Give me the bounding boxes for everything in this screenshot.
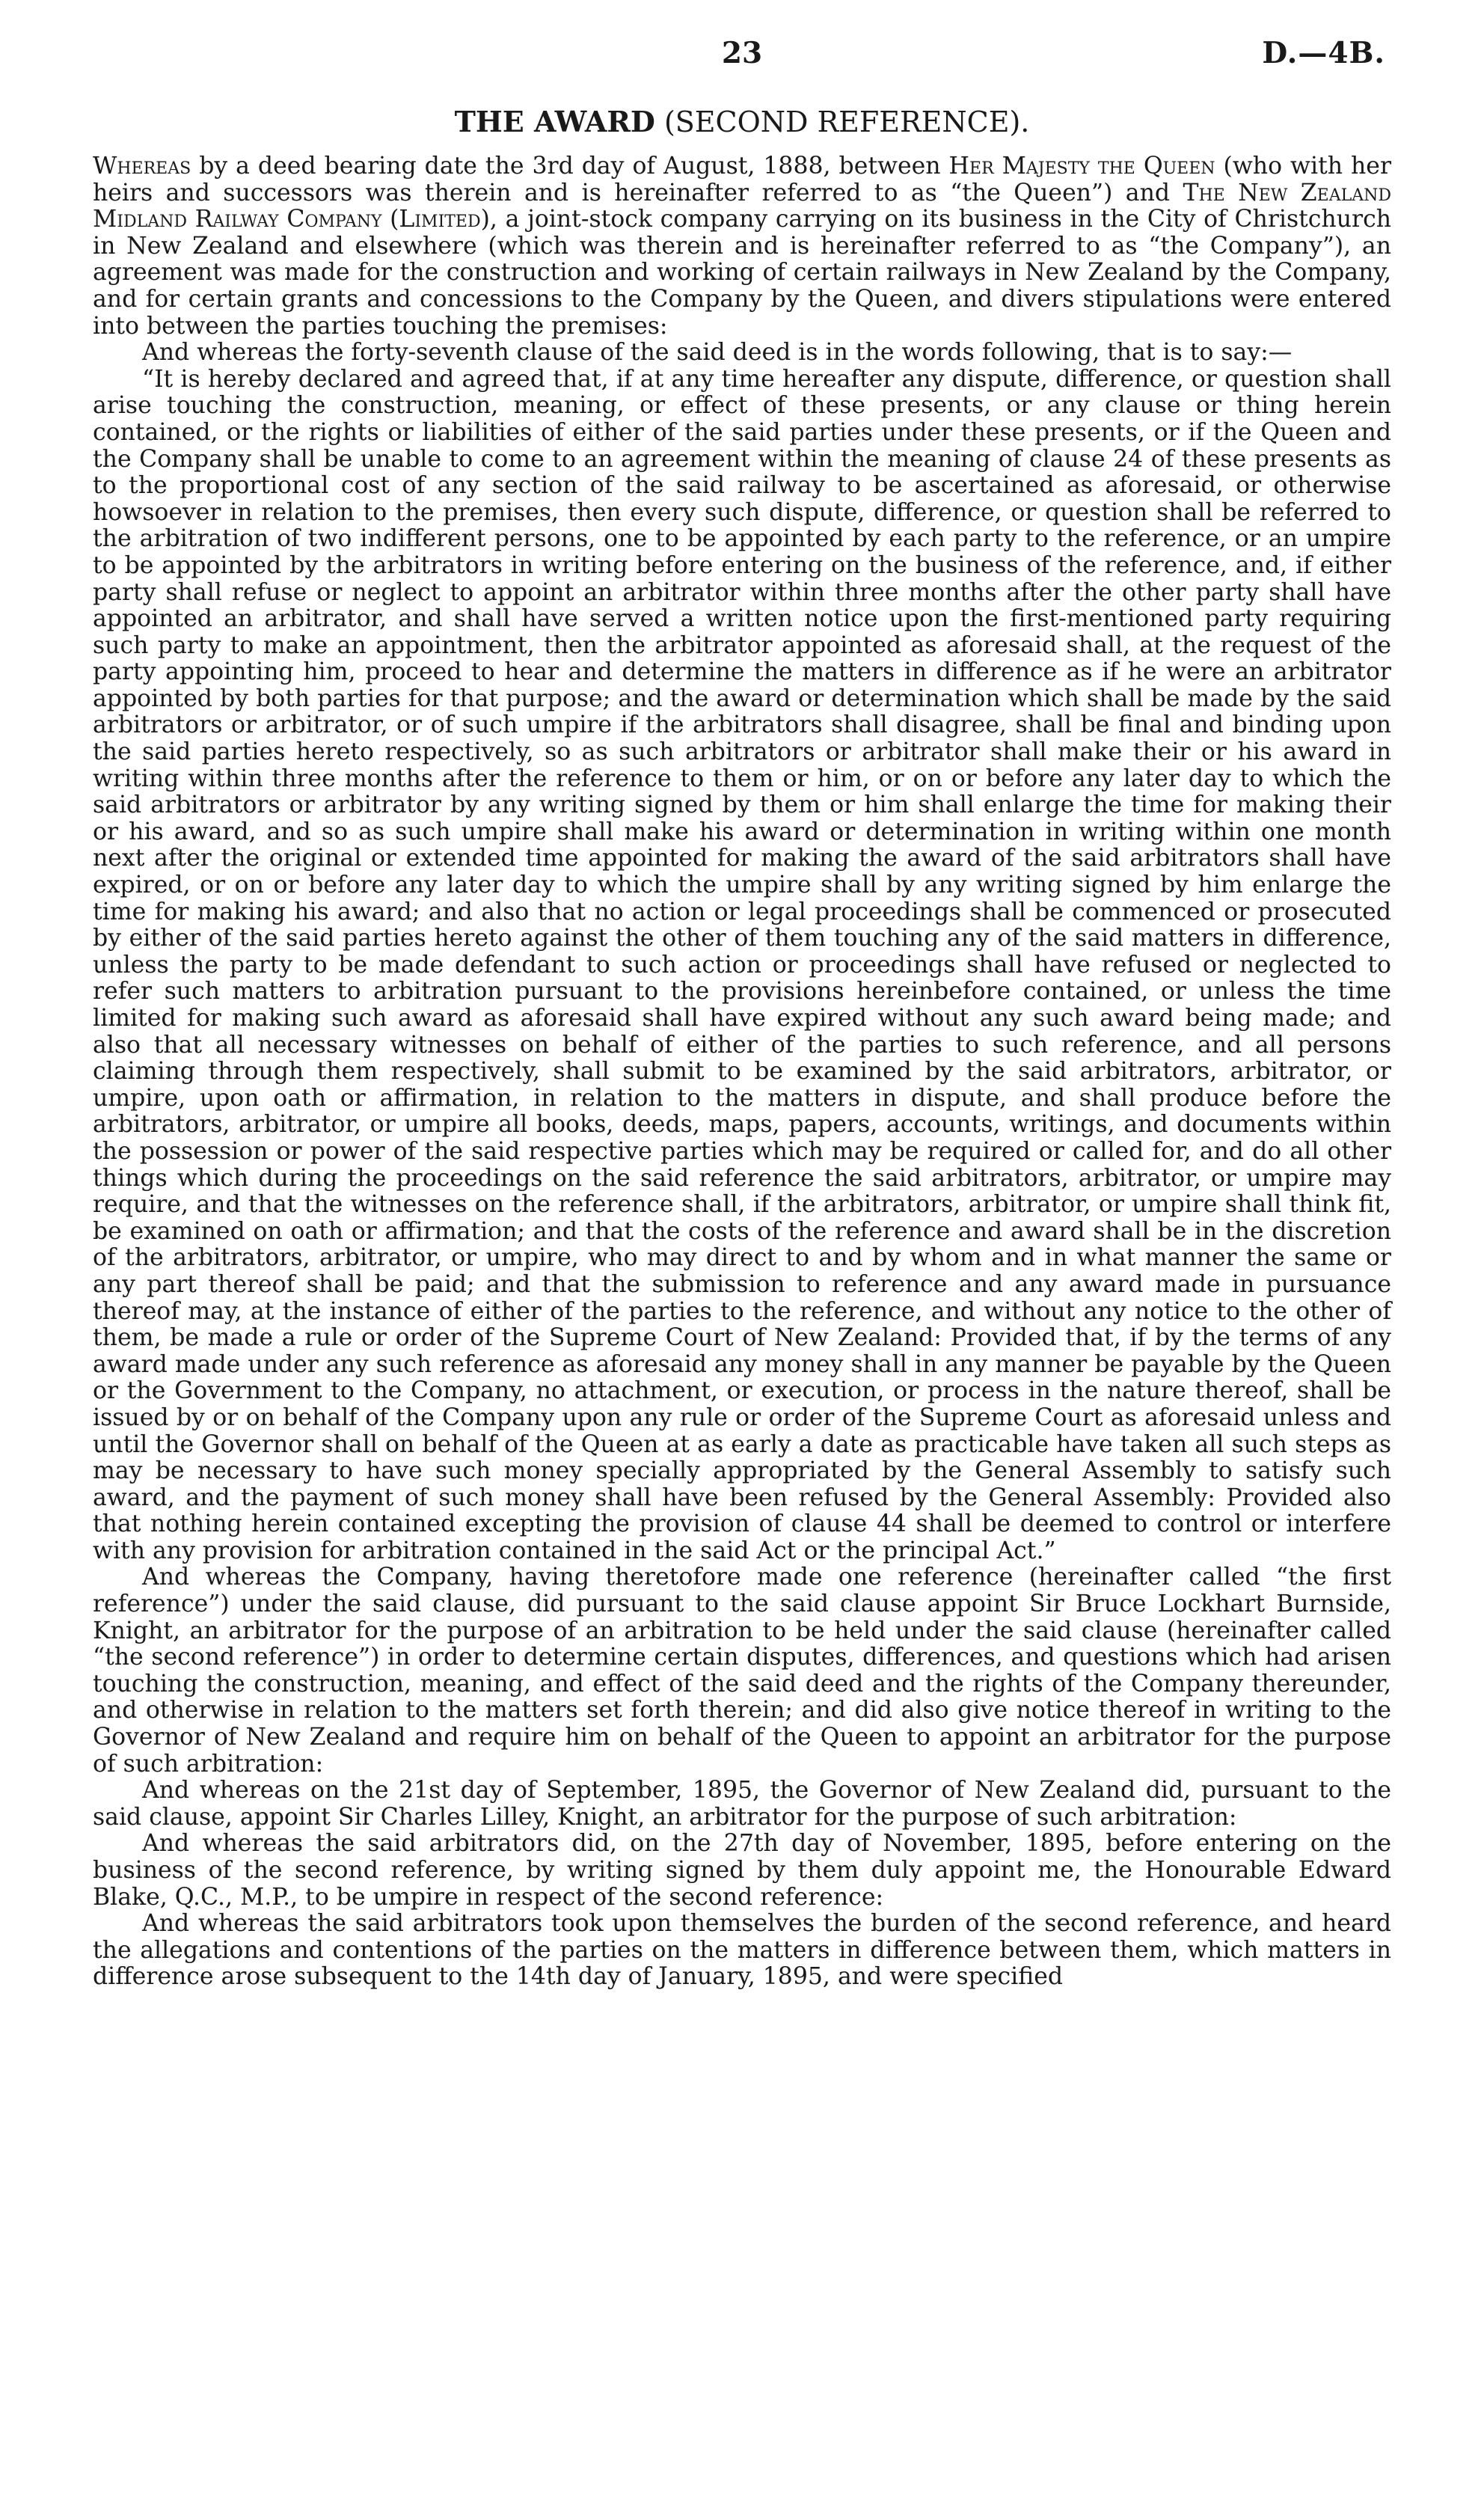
paragraph-first-reference: And whereas the Company, having theretofore made one reference (hereinafter called “the first reference”) under the said clause, did pursuant to the said clause appoint Sir Bruce Lockhart Burnside, Knight, an arbitrator for the purpose of an arbitration to be held under the said clause (hereinafter called “the second reference”) in order to determine certain disputes, differences, and questions which had arisen touching the construction, meaning, and effect of the said deed and the rights of the Company thereunder, and otherwise in relation to the matters set forth therein; and did also give notice thereof in writing to the Governor of New Zealand and require him on behalf of the Queen to appoint an arbitrator for the purpose of such arbitration: [93,1564,1391,1778]
paragraph-clause-quote: “It is hereby declared and agreed that, if at any time hereafter any dispute, difference, or question shall arise touching the construction, meaning, or effect of these presents, or any clause or thing herein contained, or the rights or liabilities of either of the said parties under these presents, or if the Queen and the Company shall be unable to come to an agreement within the meaning of clause 24 of these presents as to the proportional cost of any section of the said railway to be ascertained as aforesaid, or otherwise howsoever in relation to the premises, then every such dispute, difference, or question shall be referred to the arbitration of two indifferent persons, one to be appointed by each party to the reference, or an umpire to be appointed by the arbitrators in writing before entering on the business of the reference, and, if either party shall refuse or neglect to appoint an arbitrator within three months after the other party shall have appointed an arbitrator, and shall have served a written notice upon the first-mentioned party requiring such party to make an appointment, then the arbitrator appointed as aforesaid shall, at the request of the party appointing him, proceed to hear and determine the matters in difference as if he were an arbitrator appointed by both parties for that purpose; and the award or determination which shall be made by the said arbitrators or arbitrator, or of such umpire if the arbitrators shall disagree, shall be final and binding upon the said parties hereto respectively, so as such arbitrators or arbitrator shall make their or his award in writing within three months after the reference to them or him, or on or before any later day to which the said arbitrators or arbitrator by any writing signed by them or him shall enlarge the time for making their or his award, and so as such umpire shall make his award or determination in writing within one month next after the original or extended time appointed for making the award of the said arbitrators shall have expired, or on or before any later day to which the umpire shall by any writing signed by him enlarge the time for making his award; and also that no action or legal proceedings shall be commenced or prosecuted by either of the said parties hereto against the other of them touching any of the said matters in difference, unless the party to be made defendant to such action or proceedings shall have refused or neglected to refer such matters to arbitration pursuant to the provisions hereinbefore contained, or unless the time limited for making such award as aforesaid shall have expired without any such award being made; and also that all necessary witnesses on behalf of either of the parties to such reference, and all persons claiming through them respectively, shall submit to be examined by the said arbitrators, arbitrator, or umpire, upon oath or affirmation, in relation to the matters in dispute, and shall produce before the arbitrators, arbitrator, or umpire all books, deeds, maps, papers, accounts, writings, and documents within the possession or power of the said respective parties which may be required or called for, and do all other things which during the proceedings on the said reference the said arbitrators, arbitrator, or umpire may require, and that the witnesses on the reference shall, if the arbitrators, arbitrator, or umpire shall think fit, be examined on oath or affirmation; and that the costs of the reference and award shall be in the discretion of the arbitrators, arbitrator, or umpire, who may direct to and by whom and in what manner the same or any part thereof shall be paid; and that the submission to reference and any award made in pursuance thereof may, at the instance of either of the parties to the reference, and without any notice to the other of them, be made a rule or order of the Supreme Court of New Zealand: Provided that, if by the terms of any award made under any such reference as aforesaid any money shall in any manner be payable by the Queen or the Government to the Company, no attachment, or execution, or process in the nature thereof, shall be issued by or on behalf of the Company upon any rule or order of the Supreme Court as aforesaid unless and until the Governor shall on behalf of the Queen at as early a date as practicable have taken all such steps as may be necessary to have such money specially appropriated by the General Assembly to satisfy such award, and the payment of such money shall have been refused by the General Assembly: Provided also that nothing herein contained excepting the provision of clause 44 shall be deemed to control or interfere with any provision for arbitration contained in the said Act or the principal Act.” [93,365,1391,1564]
title-subtitle: (SECOND REFERENCE). [663,105,1030,138]
paragraph-arbitrators-hearing: And whereas the said arbitrators took upon themselves the burden of the second reference, and heard the allegations and contentions of the parties on the matters in difference between them, which matters in difference arose subsequent to the 14th day of January, 1895, and were specified [93,1910,1391,1991]
p1-text-b: (who with her heirs and successors was therein and is hereinafter referred to as “the Queen”) and [93,153,1392,206]
paragraph-umpire-appointment: And whereas the said arbitrators did, on the 27th day of November, 1895, before entering on the business of the second reference, by writing signed by them duly appoint me, the Honourable Edward Blake, Q.C., M.P., to be umpire in respect of the second reference: [93,1830,1391,1911]
title-main: THE AWARD [454,105,655,138]
queen-smallcaps: Her Majesty the Queen [948,153,1215,180]
document-title [0,105,1484,138]
page-header [0,36,1484,81]
company-smallcaps: The New Zealand Midland Railway Company (Limited) [93,179,1391,233]
page-number: 23 [721,36,763,70]
paragraph-whereas-deed [93,153,1391,340]
p1-text-c: , a joint-stock company carrying on its business in the City of Christchurch in New Zealand and elsewhere (which was therein and is hereinafter referred to as “the Company”), an agreement was made for the construction and working of certain railways in New Zealand by the Company, and for certain grants and concessions to the Company by the Queen, and divers stipulations were entered into between the parties touching the premises: [93,206,1391,340]
paragraph-lilley-appointment: And whereas on the 21st day of September, 1895, the Governor of New Zealand did, pursuant to the said clause, appoint Sir Charles Lilley, Knight, an arbitrator for the purpose of such arbitration: [93,1777,1391,1831]
p1-text-a: by a deed bearing date the 3rd day of August, 1888, between [191,153,949,180]
document-reference: D.—4B. [1262,36,1385,70]
document-body [93,153,1391,1991]
paragraph-clause-intro: And whereas the forty-seventh clause of the said deed is in the words following, that is to say:— [142,339,1293,367]
whereas-smallcaps: Whereas [93,153,191,180]
